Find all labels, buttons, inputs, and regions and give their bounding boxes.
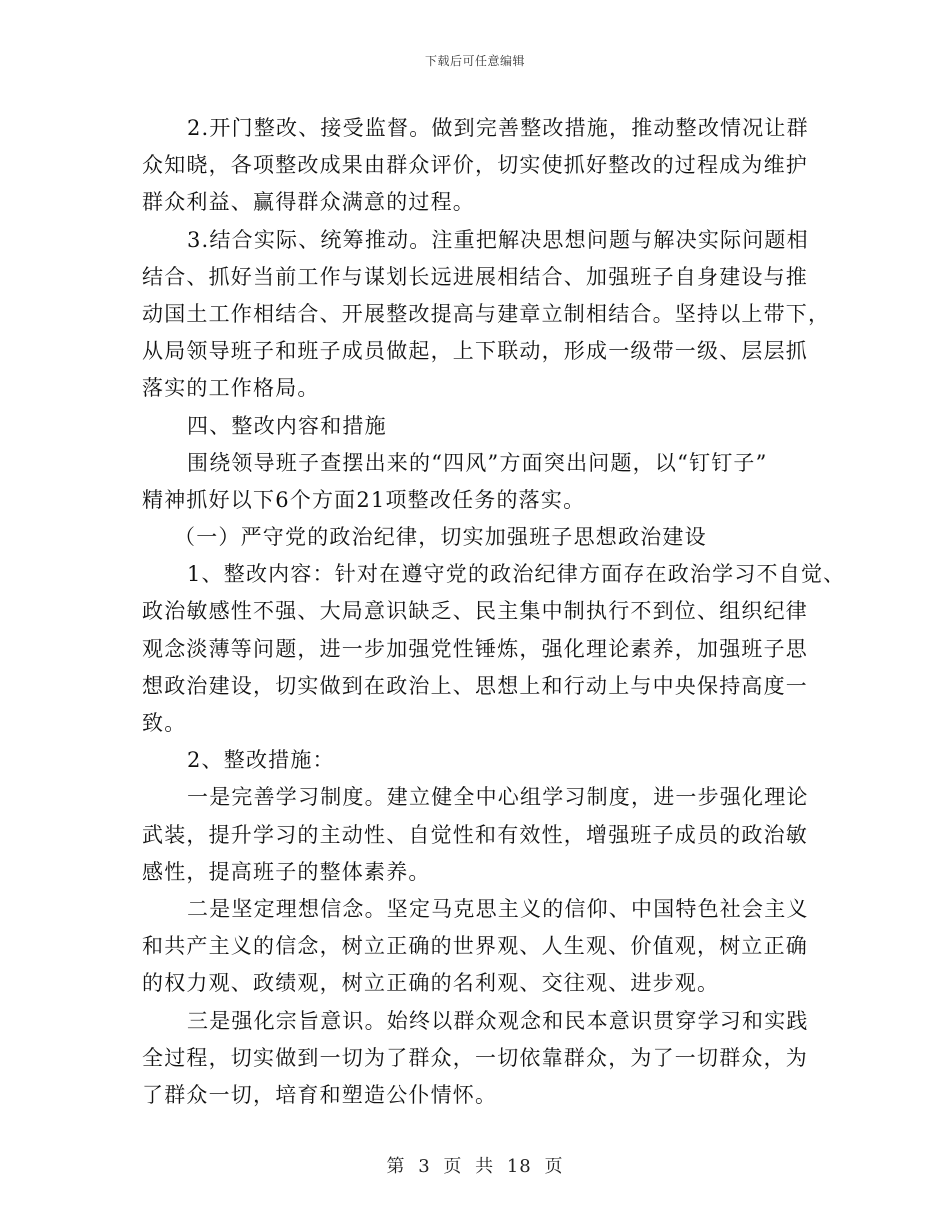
- text-line: 3.结合实际、统筹推动。注重把解决思想问题与解决实际问题相: [187, 227, 809, 252]
- text-line: 2、整改措施：: [187, 748, 335, 773]
- text-line: 感性，提高班子的整体素养。: [142, 859, 431, 884]
- text-line: 1、整改内容：针对在遵守党的政治纪律方面存在政治学习不自觉、: [187, 562, 846, 587]
- text-line: 和共产主义的信念，树立正确的世界观、人生观、价值观，树立正确: [142, 934, 808, 959]
- text-line: 2.开门整改、接受监督。做到完善整改措施，推动整改情况让群: [187, 116, 809, 140]
- text-line: 全过程，切实做到一切为了群众，一切依靠群众，为了一切群众，为: [142, 1045, 808, 1070]
- text-line: （一）严守党的政治纪律，切实加强班子思想政治建设: [174, 525, 707, 550]
- text-line: 众知晓，各项整改成果由群众评价，切实使抓好整改的过程成为维护: [142, 153, 808, 178]
- text-line: 四、整改内容和措施: [187, 413, 387, 438]
- document-body: [142, 110, 846, 1114]
- text-line: 政治敏感性不强、大局意识缺乏、民主集中制执行不到位、组织纪律: [142, 599, 808, 624]
- text-line: 二是坚定理想信念。坚定马克思主义的信仰、中国特色社会主义: [187, 896, 809, 921]
- text-line: 结合、抓好当前工作与谋划长远进展相结合、加强班子自身建设与推: [142, 264, 808, 289]
- text-line: 精神抓好以下6个方面21项整改任务的落实。: [142, 487, 586, 512]
- text-line: 观念淡薄等问题，进一步加强党性锤炼，强化理论素养，加强班子思: [142, 636, 808, 661]
- text-line: 致。: [142, 711, 187, 735]
- text-line: 动国土工作相结合、开展整改提高与建章立制相结合。坚持以上带下，: [142, 301, 831, 326]
- text-line: 想政治建设，切实做到在政治上、思想上和行动上与中央保持高度一: [142, 673, 808, 698]
- page-header: 下载后可任意编辑: [424, 54, 525, 68]
- text-line: 了群众一切，培育和塑造公仆情怀。: [142, 1082, 498, 1107]
- text-line: 群众利益、赢得群众满意的过程。: [142, 190, 475, 215]
- text-line: 围绕领导班子查摆出来的“四风”方面突出问题，以“钉钉子”: [187, 450, 768, 475]
- text-line: 从局领导班子和班子成员做起，上下联动，形成一级带一级、层层抓: [142, 339, 808, 364]
- page-number-footer: 第 3 页 共 18 页: [386, 1156, 564, 1177]
- text-line: 的权力观、政绩观，树立正确的名利观、交往观、进步观。: [142, 971, 720, 996]
- text-line: 落实的工作格局。: [142, 376, 320, 401]
- text-line: 三是强化宗旨意识。始终以群众观念和民本意识贯穿学习和实践: [187, 1008, 809, 1033]
- text-line: 一是完善学习制度。建立健全中心组学习制度，进一步强化理论: [187, 785, 809, 810]
- text-line: 武装，提升学习的主动性、自觉性和有效性，增强班子成员的政治敏: [142, 822, 808, 847]
